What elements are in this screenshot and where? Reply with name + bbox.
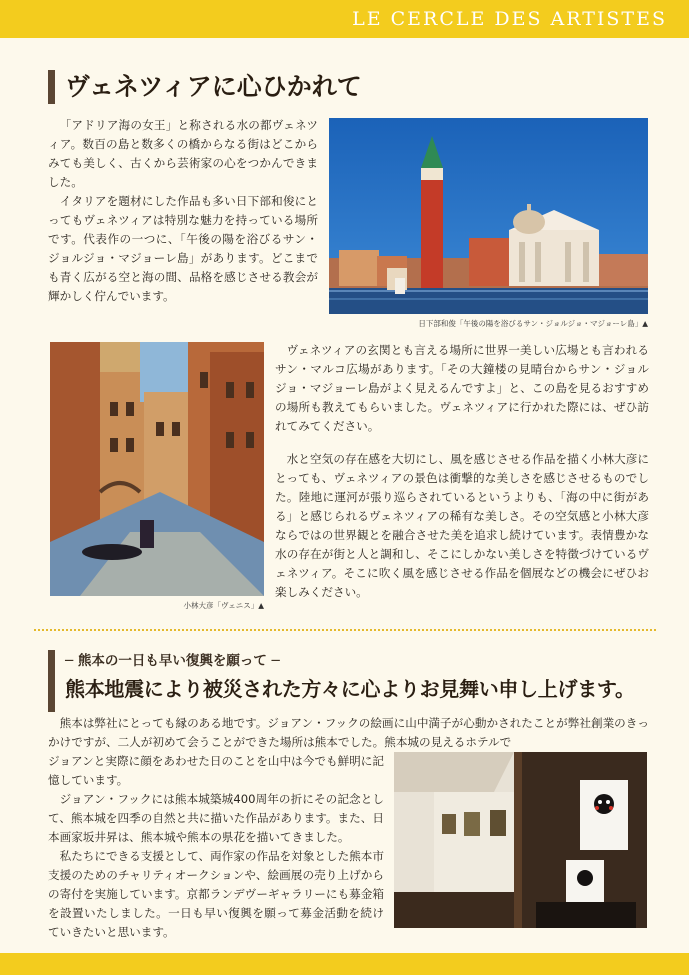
venice-paragraph-1: ヴェネツィアの玄関とも言える場所に世界一美しい広場とも言われるサン・マルコ広場があります。「その大鐘楼の見晴台からサン・ジョルジョ・マジョーレ島がよく見えるんですよ」と、この島を見るおすすめの場所も教えてもらいました。ヴェネツィアに行かれた際には、ぜひ訪れてみてください。	[275, 343, 649, 433]
kumamoto-paragraph-3: 私たちにできる支援として、両作家の作品を対象とした熊本市支援のためのチャリティオークションや、絵画展の売り上げからの寄付を実施しています。京都ランデヴーギャラリーにも募金箱を設置いたしました。一日も早い復興を願って募金活動を続けていきたいと思います。	[48, 849, 384, 939]
kumamoto-paragraph-2: ジョアン・フックには熊本城築城400周年の折にその記念として、熊本城を四季の自然と共に描いた作品があります。また、日本画家坂井昇は、熊本城や熊本の県花を描いてきました。	[48, 792, 384, 844]
kumamoto-lead-paragraph: 熊本は弊社にとっても縁のある地です。ジョアン・フックの絵画に山中満子が心動かされたことが弊社創業のきっかけですが、二人が初めて会うことができた場所は熊本でした。熊本城の見えるホテルで	[48, 716, 649, 749]
footer-bar	[0, 953, 689, 975]
kumamoto-title: 熊本地震により被災された方々に心よりお見舞い申し上げます。	[65, 677, 635, 701]
photo1-caption: 日下部和俊「午後の陽を浴びるサン・ジョルジョ・マジョーレ島」▲	[418, 319, 648, 328]
kumamoto-heading	[48, 650, 635, 712]
kumamoto-lead	[48, 714, 649, 752]
kumamoto-text	[48, 752, 384, 942]
venice-canal-painting-image	[50, 342, 264, 596]
intro-paragraph-1: 「アドリア海の女王」と称される水の都ヴェネツィア。数百の島と数多くの橋からなる街はどこからみても美しく、古くから芸術家の心をつかんできました。	[48, 118, 318, 189]
gallery-photo	[394, 752, 647, 928]
section-divider	[34, 629, 656, 631]
venice-text	[275, 341, 649, 602]
kumamoto-subtitle: ─ 熊本の一日も早い復興を願って ─	[65, 653, 280, 669]
intro-paragraph-2: イタリアを題材にした作品も多い日下部和俊にとってもヴェネツィアは特別な魅力を持っている場所です。代表作の一つに、「午後の陽を浴びるサン・ジョルジョ・マジョーレ島」があります。どこまでも青く広がる空と海の間、品格を感じさせる教会が輝かしく佇んでいます。	[48, 194, 318, 303]
brand-title: LE CERCLE DES ARTISTES	[352, 8, 667, 30]
gallery-photo-image	[394, 752, 647, 928]
venice-canal-painting	[50, 342, 264, 596]
kumamoto-paragraph-1: ジョアンと実際に顔をあわせた日のことを山中は今でも鮮明に記憶しています。	[48, 754, 384, 787]
photo2-caption: 小林大彦「ヴェニス」▲	[183, 601, 264, 610]
san-giorgio-painting	[329, 118, 648, 314]
venice-paragraph-2: 水と空気の存在感を大切にし、風を感じさせる作品を描く小林大彦にとっても、ヴェネツィアの景色は衝撃的な美しさを感じさせるものでした。陸地に運河が張り巡らされているというよりも、「海の中に街がある」と感じられるヴェネツィアの稀有な美しさ。その空気感と小林大彦ならではの世界観とを融合させた美を追求し続けています。表情豊かな水の存在が街と人と調和し、そこにしかない美しさを特徴づけているヴェネツィア。そこに吹く風を感じさせる作品を個展などの機会にぜひお楽しみください。	[275, 452, 649, 599]
san-giorgio-painting-image	[329, 118, 648, 314]
header-bar	[0, 0, 689, 38]
section-title: ヴェネツィアに心ひかれて	[48, 70, 362, 104]
intro-text	[48, 116, 318, 306]
